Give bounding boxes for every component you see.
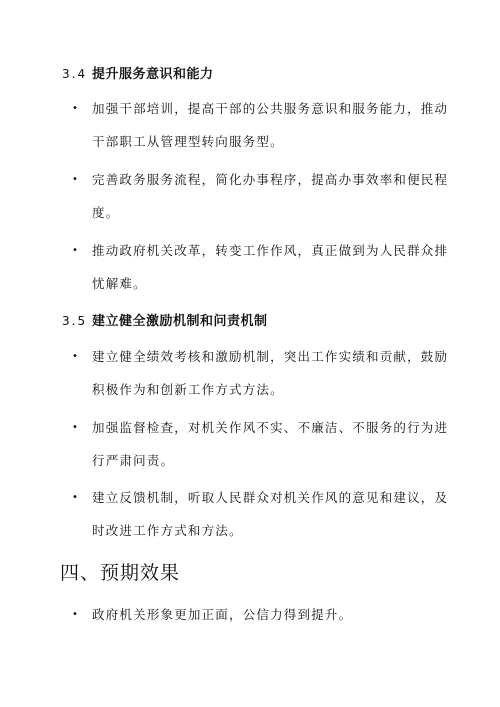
list-item-line: 时改进工作方式和方法。	[92, 523, 243, 538]
section-heading-3-5	[62, 310, 268, 329]
list-item-line: 推动政府机关改革，转变工作作风，真正做到为人民群众排	[92, 243, 449, 258]
section-title: 提升服务意识和能力	[92, 67, 214, 82]
section-number: 3.5	[62, 314, 88, 328]
bullet-icon: •	[72, 351, 80, 362]
chapter-heading: 四、预期效果	[60, 562, 181, 584]
list-item-line: 忧解难。	[92, 276, 147, 291]
list-item-line: 积极作为和创新工作方式方法。	[92, 382, 284, 397]
section-title: 建立健全激励机制和问责机制	[92, 314, 268, 329]
bullet-icon: •	[72, 609, 80, 620]
list-item-line: 行严肃问责。	[92, 453, 175, 468]
list-item-line: 加强监督检查，对机关作风不实、不廉洁、不服务的行为进	[92, 420, 449, 435]
bullet-icon: •	[72, 492, 80, 503]
section-heading-3-4	[62, 63, 214, 82]
bullet-icon: •	[72, 103, 80, 114]
bullet-icon: •	[72, 174, 80, 185]
list-item-line: 建立健全绩效考核和激励机制，突出工作实绩和贡献，鼓励	[92, 349, 449, 364]
section-number: 3.4	[62, 67, 88, 81]
list-item-line: 干部职工从管理型转向服务型。	[92, 134, 284, 149]
list-item-line: 建立反馈机制，听取人民群众对机关作风的意见和建议，及	[92, 490, 449, 505]
bullet-icon: •	[72, 245, 80, 256]
list-item-line: 完善政务服务流程，简化办事程序，提高办事效率和便民程	[92, 172, 449, 187]
list-item-line: 政府机关形象更加正面，公信力得到提升。	[92, 607, 353, 622]
bullet-icon: •	[72, 422, 80, 433]
list-item-line: 加强干部培训，提高干部的公共服务意识和服务能力，推动	[92, 101, 449, 116]
list-item-line: 度。	[92, 205, 120, 220]
